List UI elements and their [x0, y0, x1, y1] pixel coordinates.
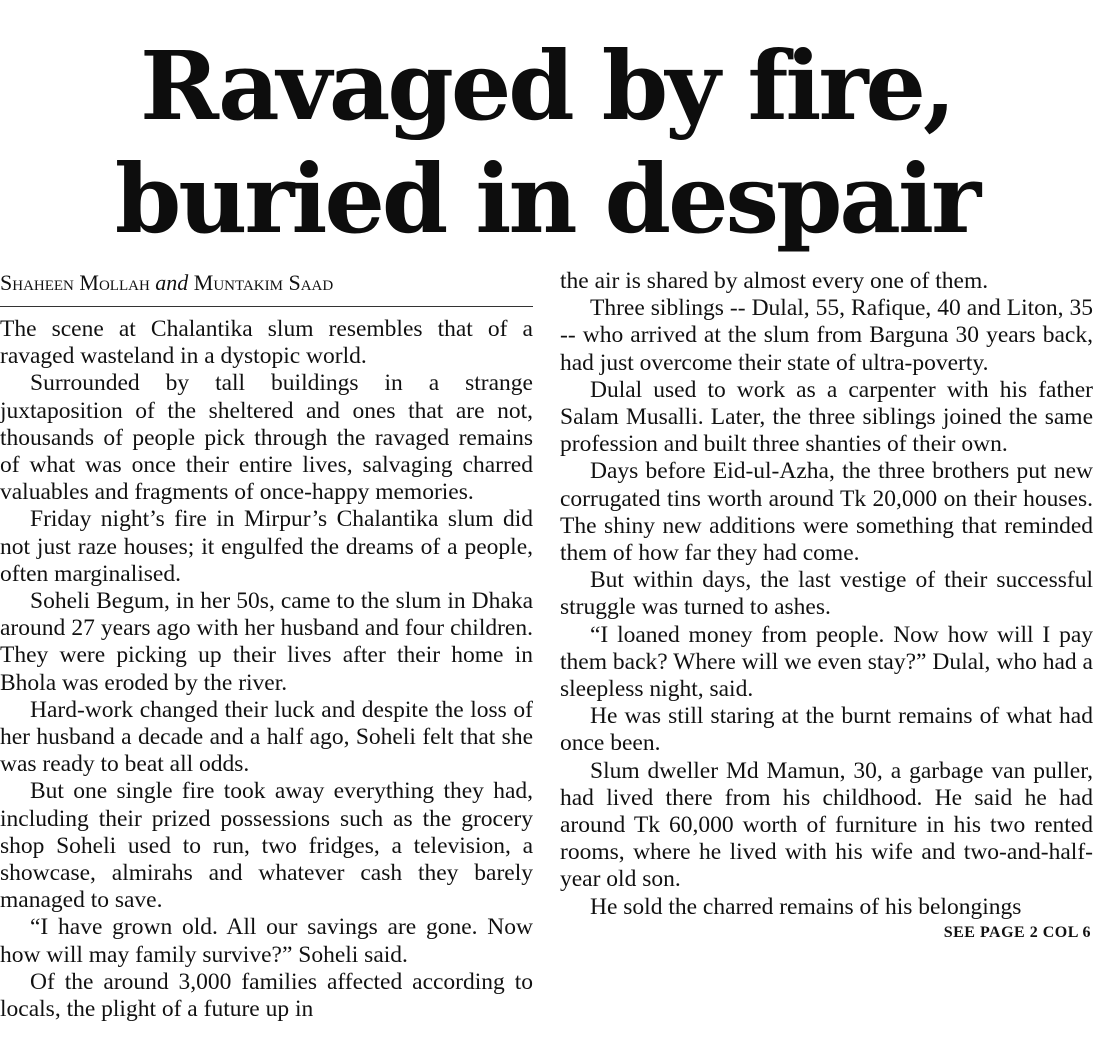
byline-conjunction: and	[155, 270, 189, 295]
paragraph: But one single fire took away everything they had, including their prized possessions such as the grocery shop Soheli used to run, two fridges, a television, a showcase, almirahs and whatever cash they barely managed to save.	[0, 778, 533, 914]
paragraph: He sold the charred remains of his belongings	[590, 893, 1022, 920]
jump-line[interactable]: SEE PAGE 2 COL 6	[943, 923, 1091, 941]
paragraph: He was still staring at the burnt remains of what had once been.	[560, 703, 1093, 757]
paragraph: Hard-work changed their luck and despite the loss of her husband a decade and a half ago, Soheli felt that she was ready to beat all odds.	[0, 696, 533, 778]
paragraph: But within days, the last vestige of their successful struggle was turned to ashes.	[560, 567, 1093, 621]
paragraph: Surrounded by tall buildings in a strange juxtaposition of the sheltered and ones that are not, thousands of people pick through the ravaged remains of what was once their entire lives, salvaging charred valuables and fragments of once-happy memories.	[0, 370, 533, 506]
headline-line-1: Ravaged by fire,	[139, 31, 954, 142]
paragraph: “I have grown old. All our savings are gone. Now how will may family survive?” Soheli said.	[0, 914, 533, 968]
headline-line-2: buried in despair	[114, 144, 979, 255]
right-column	[560, 268, 1093, 945]
paragraph: Dulal used to work as a carpenter with his father Salam Musalli. Later, the three siblings joined the same profession and built three shanties of their own.	[560, 376, 1093, 458]
paragraph: The scene at Chalantika slum resembles that of a ravaged wasteland in a dystopic world.	[0, 316, 533, 370]
paragraph: Slum dweller Md Mamun, 30, a garbage van puller, had lived there from his childhood. He said he had around Tk 60,000 worth of furniture in his two rented rooms, where he lived with his wife and two-and-half-year old son.	[560, 757, 1093, 893]
paragraph: Days before Eid-ul-Azha, the three brothers put new corrugated tins worth around Tk 20,000 on their houses. The shiny new additions were something that reminded them of how far they had come.	[560, 458, 1093, 567]
byline-author-1: Shaheen Mollah	[0, 270, 150, 295]
paragraph: “I loaned money from people. Now how will I pay them back? Where will we even stay?” Dulal, who had a sleepless night, said.	[560, 621, 1093, 703]
paragraph: Soheli Begum, in her 50s, came to the slum in Dhaka around 27 years ago with her husband and four children. They were picking up their lives after their home in Bhola was eroded by the river.	[0, 588, 533, 696]
left-column	[0, 268, 533, 1023]
paragraph-continued: the air is shared by almost every one of them.	[560, 268, 989, 294]
byline-author-2: Muntakim Saad	[193, 270, 334, 295]
byline	[0, 268, 533, 307]
paragraph: Friday night’s fire in Mirpur’s Chalantika slum did not just raze houses; it engulfed the dreams of a people, often marginalised.	[0, 506, 533, 587]
paragraph: Three siblings -- Dulal, 55, Rafique, 40 and Liton, 35 -- who arrived at the slum from Barguna 30 years back, had just overcome their state of ultra-poverty.	[560, 295, 1093, 376]
paragraph: Of the around 3,000 families affected according to locals, the plight of a future up in	[0, 968, 533, 1023]
headline	[0, 30, 1093, 256]
